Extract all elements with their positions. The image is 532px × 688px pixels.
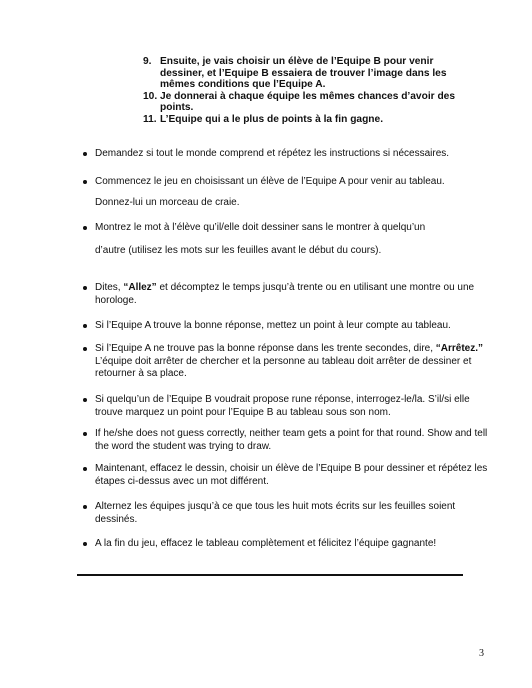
numbered-item-10 — [143, 91, 463, 114]
bullet-icon — [83, 286, 87, 290]
item-text: Ensuite, je vais choisir un élève de l’Equipe B pour venir dessiner, et l’Equipe B essaiera de trouver l’image dans les mêmes conditions que l’Equipe A. — [160, 56, 447, 91]
bullet-item — [82, 501, 492, 526]
bullet-text: Si l’Equipe A trouve la bonne réponse, mettez un point à leur compte au tableau. — [95, 320, 451, 331]
numbered-item-9 — [143, 56, 463, 91]
bullet-text: Dites, — [95, 282, 124, 293]
bullet-item — [82, 394, 492, 419]
numbered-item-11 — [143, 114, 463, 126]
bullet-text: Donnez-lui un morceau de craie. — [95, 197, 240, 208]
item-text: L’Equipe qui a le plus de points à la fin gagne. — [160, 113, 384, 125]
bullet-text-cont: et décomptez le temps jusqu’à trente ou en utilisant une montre ou une horologe. — [95, 282, 475, 306]
bullet-continuation — [82, 245, 492, 258]
bullet-text-cont: L’équipe doit arrêter de chercher et la personne au tableau doit arrêter de dessiner et retourner à sa place. — [95, 355, 472, 380]
bullet-item — [82, 176, 492, 189]
bullet-text: If he/she does not guess correctly, neither team gets a point for that round. Show and tell the word the student was trying to draw. — [95, 428, 488, 452]
horizontal-rule — [77, 574, 463, 576]
bullet-icon — [83, 347, 87, 351]
bullet-item — [82, 282, 492, 307]
bullet-icon — [83, 432, 87, 436]
bullet-text: Si quelqu’un de l’Equipe B voudrait propose rune réponse, interrogez-le/la. S’il/si elle trouve marquez un point pour l’Equipe B au tableau sous son nom. — [95, 394, 470, 418]
bullet-icon — [83, 152, 87, 156]
page-number: 3 — [479, 648, 484, 659]
numbered-list — [143, 56, 463, 126]
bullet-icon — [83, 505, 87, 509]
bullet-item — [82, 320, 492, 333]
bullet-icon — [83, 398, 87, 402]
bullet-item — [82, 538, 492, 551]
bullet-item — [82, 148, 492, 161]
bullet-emphasis: “Arrêtez.” — [435, 343, 484, 354]
bullet-icon — [83, 226, 87, 230]
bullet-text: Si l’Equipe A ne trouve pas la bonne réponse dans les trente secondes, dire, — [95, 343, 436, 354]
bullet-text: d’autre (utilisez les mots sur les feuilles avant le début du cours). — [95, 245, 382, 256]
bullet-continuation — [82, 197, 492, 210]
bullet-emphasis: “Allez” — [123, 282, 157, 293]
bullet-item — [82, 343, 492, 381]
item-number: 11. — [143, 113, 157, 125]
bullet-text: Montrez le mot à l’élève qu’il/elle doit dessiner sans le montrer à quelqu’un — [95, 222, 426, 233]
bullet-icon — [83, 324, 87, 328]
bullet-icon — [83, 180, 87, 184]
bullet-text: Maintenant, effacez le dessin, choisir un élève de l’Equipe B pour dessiner et répétez les étapes ci-dessus avec un mot différent. — [95, 463, 488, 487]
bullet-icon — [83, 467, 87, 471]
item-number: 10. — [143, 90, 158, 102]
bullet-item — [82, 428, 492, 453]
bullet-item — [82, 222, 492, 235]
bullet-text: Demandez si tout le monde comprend et répétez les instructions si nécessaires. — [95, 148, 450, 159]
item-text: Je donnerai à chaque équipe les mêmes chances d’avoir des points. — [160, 90, 455, 114]
bullet-icon — [83, 542, 87, 546]
item-number: 9. — [143, 56, 152, 67]
bullet-text: A la fin du jeu, effacez le tableau complètement et félicitez l’équipe gagnante! — [95, 538, 437, 549]
bullet-text: Commencez le jeu en choisissant un élève de l’Equipe A pour venir au tableau. — [95, 176, 445, 187]
bullet-text: Alternez les équipes jusqu’à ce que tous les huit mots écrits sur les feuilles soient dessinés. — [95, 501, 456, 525]
bullet-item — [82, 463, 492, 488]
